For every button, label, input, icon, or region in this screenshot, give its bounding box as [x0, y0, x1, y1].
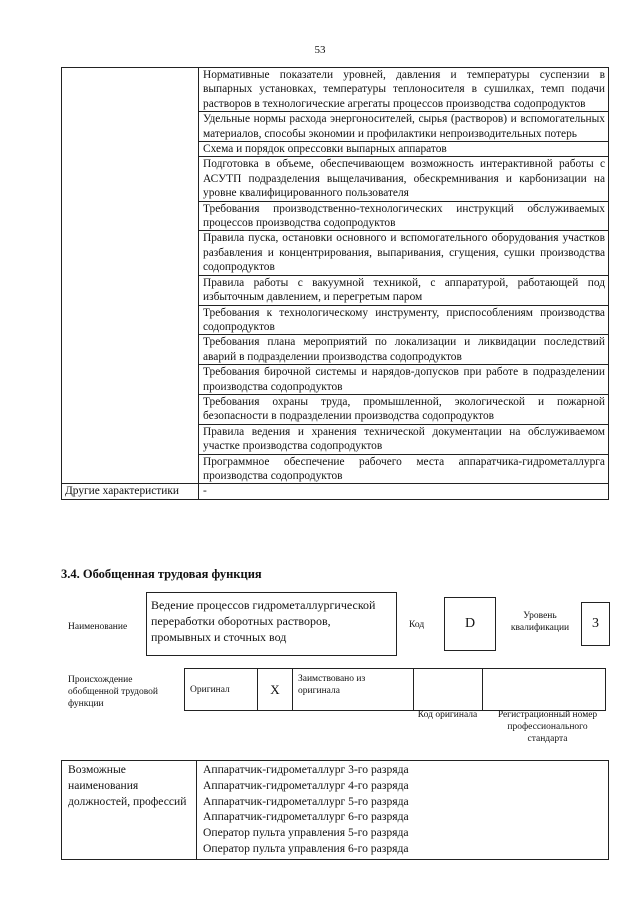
table-row — [62, 761, 609, 860]
original-label: Оригинал — [185, 669, 258, 711]
other-characteristics-label: Другие характеристики — [62, 484, 199, 499]
borrowed-label: Заимствовано из оригинала — [293, 669, 414, 711]
knowledge-item: Правила ведения и хранения технической документации на обслуживаемом участке производства содопродуктов — [199, 424, 609, 454]
code-original-caption: Код оригинала — [417, 710, 478, 720]
original-mark: X — [258, 669, 293, 711]
positions-list — [197, 761, 609, 860]
knowledge-item: Схема и порядок опрессовки выпарных аппаратов — [199, 142, 609, 157]
function-name-value: Ведение процессов гидрометаллургической переработки оборотных растворов, промывных и сточных вод — [151, 598, 376, 644]
knowledge-item: Правила пуска, остановки основного и вспомогательного оборудования участков разбавления и концентрирования, выпаривания, сгущения, сушки производства содопродуктов — [199, 231, 609, 275]
knowledge-item: Требования к технологическому инструменту, приспособлениям производства содопродуктов — [199, 305, 609, 335]
reg-number-caption: Регистрационный номер профессионального стандарта — [497, 710, 598, 744]
table-row — [185, 669, 606, 711]
knowledge-item: Требования производственно-технологических инструкций обслуживаемых процессов производства содопродуктов — [199, 201, 609, 231]
knowledge-item: Требования плана мероприятий по локализации и ликвидации последствий аварий в подразделении производства содопродуктов — [199, 335, 609, 365]
list-item: Оператор пульта управления 5-го разряда — [203, 826, 409, 840]
page-number: 53 — [314, 44, 326, 56]
knowledge-item: Удельные нормы расхода энергоносителей, сырья (растворов) и вспомогательных материалов, способы экономии и профилактики непроизводительных потерь — [199, 112, 609, 142]
code-label: Код — [409, 620, 425, 630]
code-original-cell — [414, 669, 483, 711]
knowledge-item: Требования бирочной системы и нарядов-допусков при работе в подразделении производства содопродуктов — [199, 365, 609, 395]
list-item: Аппаратчик-гидрометаллург 4-го разряда — [203, 778, 409, 792]
knowledge-item: Подготовка в объеме, обеспечивающем возможность интерактивной работы с АСУТП подразделения выщелачивания, обескремнивания и карбонизации на уровне квалифицированного пользователя — [199, 157, 609, 201]
positions-table — [61, 760, 609, 860]
origin-label: Происхождение обобщенной трудовой функции — [68, 675, 158, 709]
reg-number-cell — [483, 669, 606, 711]
knowledge-item: Правила работы с вакуумной техникой, с аппаратурой, работающей под избыточным давлением, и перегретым паром — [199, 275, 609, 305]
knowledge-table — [61, 67, 609, 500]
table-row — [62, 68, 609, 112]
name-label: Наименование — [68, 622, 128, 632]
other-characteristics-value: - — [199, 484, 609, 499]
knowledge-item: Требования охраны труда, промышленной, экологической и пожарной безопасности в подразделении производства содопродуктов — [199, 394, 609, 424]
section-title: 3.4. Обобщенная трудовая функция — [61, 567, 262, 581]
knowledge-label-cell — [62, 68, 199, 484]
code-value: D — [444, 597, 496, 651]
list-item: Аппаратчик-гидрометаллург 3-го разряда — [203, 763, 409, 776]
knowledge-item: Программное обеспечение рабочего места аппаратчика-гидрометаллурга производства содопродуктов — [199, 454, 609, 484]
table-row — [62, 484, 609, 499]
positions-label: Возможные наименования должностей, профессий — [62, 761, 197, 860]
list-item: Аппаратчик-гидрометаллург 6-го разряда — [203, 810, 409, 824]
list-item: Аппаратчик-гидрометаллург 5-го разряда — [203, 794, 409, 808]
list-item: Оператор пульта управления 6-го разряда — [203, 841, 409, 855]
origin-table — [184, 668, 606, 711]
knowledge-item: Нормативные показатели уровней, давления и температуры суспензии в выпарных установках, температуры теплоносителя в сушилках, темп подачи растворов в технологические агрегаты процессов производства содопродуктов — [199, 68, 609, 112]
qualification-level-value: 3 — [581, 602, 610, 646]
function-name-box — [146, 592, 397, 656]
qualification-level-label: Уровень квалификации — [510, 611, 570, 633]
